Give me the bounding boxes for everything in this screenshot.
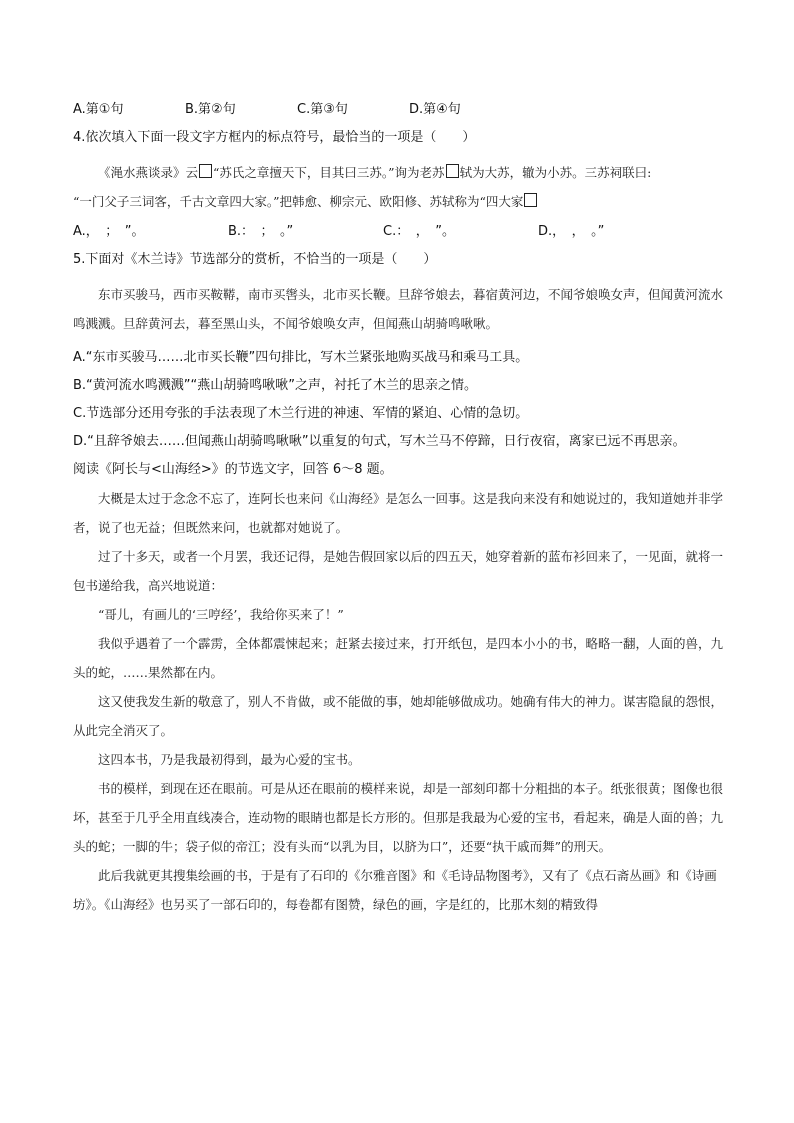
reading-paragraph: 这又使我发生新的敬意了，别人不肯做，或不能做的事，她却能够做成功。她确有伟大的神力。谋害隐鼠的怨恨，从此完全消灭了。 [73, 694, 724, 738]
reading-paragraph: 这四本书，乃是我最初得到，最为心爱的宝书。 [98, 752, 361, 767]
reading-paragraph: “哥儿，有画儿的‘三哼经’，我给你买来了！” [98, 607, 344, 622]
blank-box-3 [524, 193, 537, 207]
q4-option-d[interactable]: D.， ， 。” [538, 224, 605, 239]
q4-options [73, 222, 723, 242]
q4-option-b[interactable]: B.： ； 。” [228, 224, 294, 239]
q5-option-c[interactable]: C.节选部分还用夸张的手法表现了木兰行进的神速、军情的紧迫、心情的急切。 [73, 406, 529, 421]
q4-option-a[interactable]: A.， ； ”。 [73, 224, 145, 239]
reading-paragraph: 过了十多天，或者一个月罢，我还记得，是她告假回家以后的四五天，她穿着新的蓝布衫回来了，一见面，就将一包书递给我，高兴地说道： [73, 549, 724, 593]
reading-paragraph: 此后我就更其搜集绘画的书，于是有了石印的《尔雅音图》和《毛诗品物图考》，又有了《点石斋丛画》和《诗画坊》。《山海经》也另买了一部石印的，每卷都有图赞，绿色的画，字是红的，比那木刻的精致得 [73, 868, 717, 912]
blank-box-2 [446, 164, 459, 178]
reading-passage [73, 484, 723, 919]
q4-passage [73, 158, 723, 216]
reading-paragraph: 大概是太过于念念不忘了，连阿长也来问《山海经》是怎么一回事。这是我向来没有和她说过的，我知道她并非学者，说了也无益；但既然来问，也就都对她说了。 [73, 491, 724, 535]
q3-option-b[interactable]: B.第②句 [185, 102, 236, 117]
q3-option-a[interactable]: A.第①句 [73, 102, 124, 117]
q5-stem: 5.下面对《木兰诗》节选部分的赏析，不恰当的一项是（ ） [73, 252, 437, 267]
blank-box-1 [199, 164, 212, 178]
q4-stem: 4.依次填入下面一段文字方框内的标点符号，最恰当的一项是（ ） [73, 130, 476, 145]
document-page [73, 100, 723, 919]
q4-passage-line-1: 《渑水燕谈录》云 “苏氏之章擅天下，目其曰三苏。”询为老苏 轼为大苏，辙为小苏。三苏祠联曰: [98, 165, 652, 180]
reading-intro: 阅读《阿长与<山海经>》的节选文字，回答 6～8 题。 [73, 462, 393, 477]
q4-option-c[interactable]: C.： ， ”。 [383, 224, 455, 239]
q4-passage-line-2: “一门父子三词客，千古文章四大家。”把韩愈、柳宗元、欧阳修、苏轼称为“四大家 [73, 187, 723, 216]
q5-option-d[interactable]: D.“且辞爷娘去……但闻燕山胡骑鸣啾啾”以重复的句式，写木兰马不停蹄，日行夜宿，离家已远不再思亲。 [73, 434, 686, 449]
reading-paragraph: 我似乎遇着了一个霹雳，全体都震悚起来；赶紧去接过来，打开纸包，是四本小小的书，略略一翻，人面的兽，九头的蛇，……果然都在内。 [73, 636, 724, 680]
q5-passage-text: 东市买骏马，西市买鞍鞯，南市买辔头，北市买长鞭。旦辞爷娘去，暮宿黄河边，不闻爷娘唤女声，但闻黄河流水鸣溅溅。旦辞黄河去，暮至黑山头，不闻爷娘唤女声，但闻燕山胡骑鸣啾啾。 [73, 287, 724, 331]
reading-paragraph: 书的模样，到现在还在眼前。可是从还在眼前的模样来说，却是一部刻印都十分粗拙的本子。纸张很黄；图像也很坏，甚至于几乎全用直线凑合，连动物的眼睛也都是长方形的。但那是我最为心爱的宝书，看起来，确是人面的兽；九头的蛇；一脚的牛；袋子似的帝江；没有头而“以乳为目，以脐为口”，还要“执干戚而舞”的刑天。 [73, 781, 724, 854]
q3-option-d[interactable]: D.第④句 [409, 102, 461, 117]
q5-option-b[interactable]: B.“黄河流水鸣溅溅”“燕山胡骑鸣啾啾”之声，衬托了木兰的思亲之情。 [73, 378, 477, 393]
q5-passage [73, 280, 723, 338]
q3-options [73, 100, 723, 120]
q3-option-c[interactable]: C.第③句 [297, 102, 348, 117]
q5-option-a[interactable]: A.“东市买骏马……北市买长鞭”四句排比，写木兰紧张地购买战马和乘马工具。 [73, 350, 529, 365]
